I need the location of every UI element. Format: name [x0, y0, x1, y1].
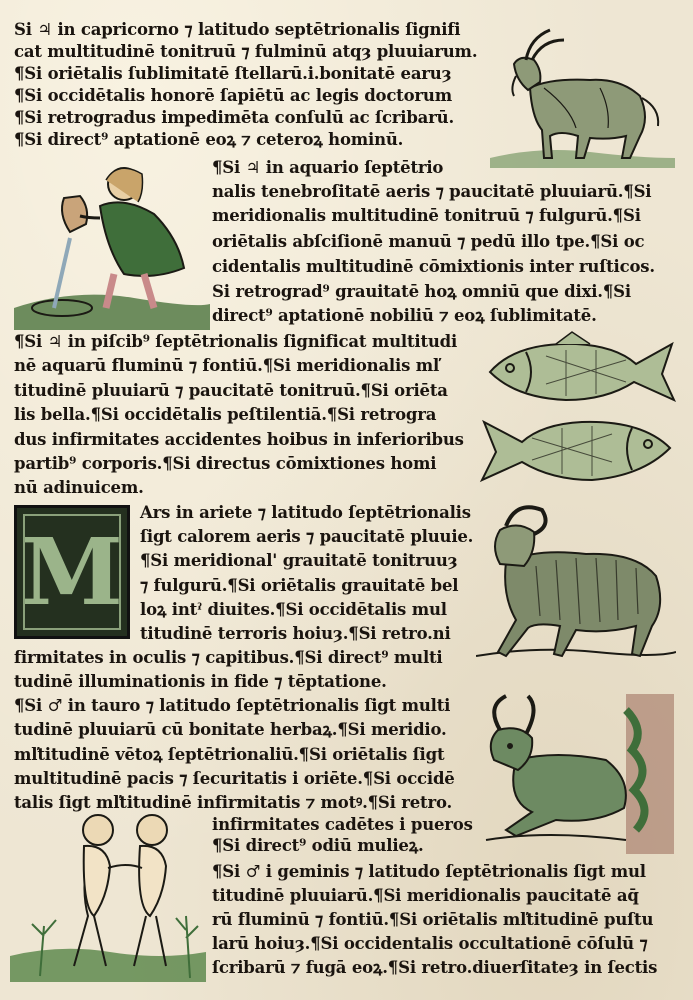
text-line: mľtitudinē vētoꝝ ſeptētrionaliū.¶Si oriētalis ſigt [14, 745, 445, 764]
text-line: ⁊ fulgurū.¶Si oriētalis grauitatē bel [140, 576, 459, 595]
text-line: titudinē pluuiarū.¶Si meridionalis paucitatē aq̄ [212, 886, 639, 905]
text-line: dus infirmitates accidentes hoibus in inferioribus [14, 430, 464, 449]
text-line: larū hoiuȝ.¶Si occidentalis occultationē cōſulū ⁊ [212, 934, 648, 953]
decorated-initial [14, 505, 130, 639]
text-line: Si retrograd⁹ grauitatē hoꝝ omniū que dixi.¶Si [212, 282, 631, 301]
text-line: cat multitudinē tonitruū ⁊ fulminū atqȝ pluuiarum. [14, 42, 478, 61]
text-line: ſcribarū ⁊ fugā eoꝝ.¶Si retro.diuerſitateȝ in ſectis [212, 958, 658, 977]
text-line: ¶Si ♃ in piſcib⁹ ſeptētrionalis ſignificat multitudi [14, 332, 458, 351]
text-line: titudinē pluuiarū ⁊ paucitatē tonitruū.¶Si oriēta [14, 381, 448, 400]
text-line: ¶Si ♃ in aquario ſeptētrio [212, 158, 444, 177]
text-line: cidentalis multitudinē cōmixtionis inter ruſticos. [212, 257, 655, 276]
text-line: ¶Si oriētalis ſublimitatē ſtellarū.i.bonitatē earuȝ [14, 64, 452, 83]
gemini-twins-illustration [10, 806, 206, 982]
text-line: ſigt calorem aeris ⁊ paucitatē pluuie. [140, 527, 474, 546]
text-line: titudinē terroris hoiuȝ.¶Si retro.ni [140, 624, 451, 643]
text-line: lis bella.¶Si occidētalis peſtilentiā.¶Si retrogra [14, 405, 437, 424]
text-line: multitudinē pacis ⁊ ſecuritatis i oriēte.¶Si occidē [14, 769, 455, 788]
text-line: nalis tenebroſitatē aeris ⁊ paucitatē pluuiarū.¶Si [212, 182, 652, 201]
aries-ram-illustration [476, 496, 676, 672]
text-line: tudinē illuminationis in fide ⁊ tēptatione. [14, 672, 387, 691]
text-line: tudinē pluuiarū cū bonitate herbaꝝ.¶Si meridio. [14, 720, 447, 739]
text-line: ¶Si direct⁹ odiū mulieꝝ. [212, 836, 424, 855]
taurus-bull-illustration [476, 690, 676, 858]
text-line: ¶Si ♂ in tauro ⁊ latitudo ſeptētrionalis ſigt multi [14, 696, 451, 715]
text-line: firmitates in oculis ⁊ capitibus.¶Si direct⁹ multi [14, 648, 443, 667]
text-line: direct⁹ aptationē nobiliū ⁊ eoꝝ ſublimitatē. [212, 306, 597, 325]
capricorn-goat-illustration [480, 18, 680, 178]
text-line: ¶Si occidētalis honorē ſapiētū ac legis doctorum [14, 86, 452, 105]
text-line: ¶Si ♂ i geminis ⁊ latitudo ſeptētrionalis ſigt mul [212, 862, 646, 881]
text-line: ¶Si meridional' grauitatē tonitruuȝ [140, 551, 458, 570]
text-line: rū fluminū ⁊ fontiū.¶Si oriētalis mľtitudinē puſtu [212, 910, 654, 929]
text-line: loꝝ intˀ diuites.¶Si occidētalis mul [140, 600, 447, 619]
text-line: oriētalis abſciſionē manuū ⁊ pedū illo tpe.¶Si oc [212, 232, 645, 251]
text-line: meridionalis multitudinē tonitruū ⁊ fulgurū.¶Si [212, 206, 641, 225]
pisces-fish-upper-illustration [486, 330, 678, 410]
text-line: nē aquarū fluminū ⁊ fontiū.¶Si meridionalis mľ [14, 356, 440, 375]
text-line: ¶Si retrogradus impedimēta conſulū ac ſcribarū. [14, 108, 455, 127]
aquarius-water-bearer-illustration [14, 158, 210, 330]
text-line: partib⁹ corporis.¶Si directus cōmixtiones homi [14, 454, 437, 473]
text-line: infirmitates cadētes i pueros [212, 815, 473, 834]
text-line: ¶Si direct⁹ aptationē eoꝝ ⁊ ceteroꝝ hominū. [14, 130, 404, 149]
text-line: nū adinuicem. [14, 478, 144, 497]
initial-letter: M [23, 514, 121, 630]
text-line: talis ſigt mľtitudinē infirmitatis ⁊ motꝰ.¶Si retro. [14, 793, 453, 812]
text-line: Ars in ariete ⁊ latitudo ſeptētrionalis [140, 503, 471, 522]
pisces-fish-lower-illustration [478, 408, 674, 490]
text-line: Si ♃ in capricorno ⁊ latitudo septētrionalis ſignifi [14, 20, 461, 39]
